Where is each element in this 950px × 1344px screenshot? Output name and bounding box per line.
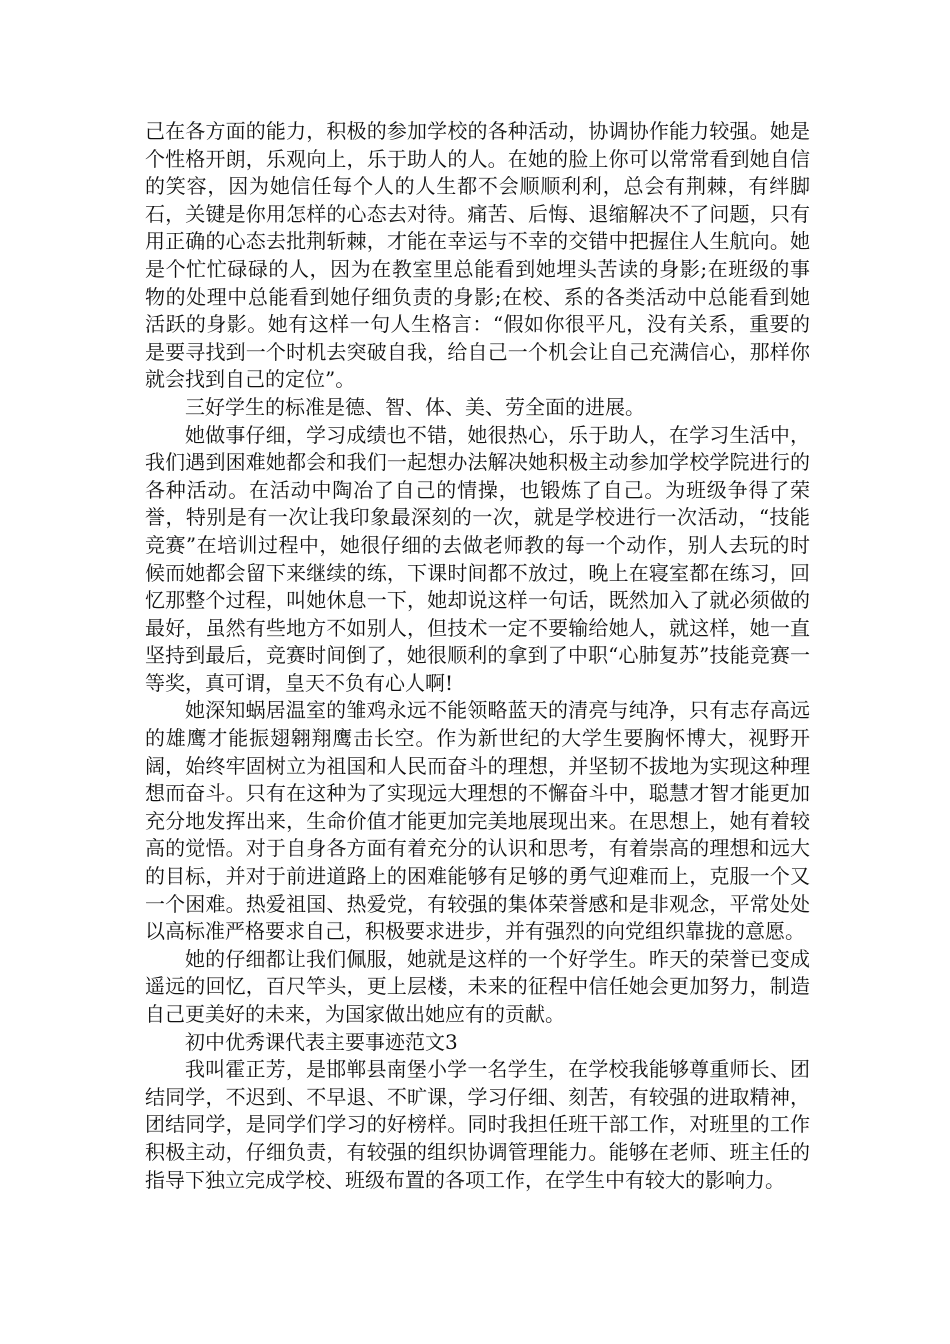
paragraph-closing: 她的仔细都让我们佩服，她就是这样的一个好学生。昨天的荣誉已变成遥远的回忆，百尺竿头，更上层楼，未来的征程中信任她会更加努力，制造自己更美好的未来，为国家做出她应有的贡献。	[145, 946, 810, 1026]
section-heading: 初中优秀课代表主要事迹范文3	[185, 1029, 458, 1054]
paragraph-intro-continued: 己在各方面的能力，积极的参加学校的各种活动，协调协作能力较强。她是个性格开朗，乐观向上，乐于助人的人。在她的脸上你可以常常看到她自信的笑容，因为她信任每个人的人生都不会顺顺利利，总会有荆棘，有绊脚石，关键是你用怎样的心态去对待。痛苦、后悔、退缩解决不了问题，只有用正确的心态去批荆斩棘，才能在幸运与不幸的交错中把握住人生航向。她是个忙忙碌碌的人，因为在教室里总能看到她埋头苦读的身影;在班级的事物的处理中总能看到她仔细负责的身影;在校、系的各类活动中总能看到她活跃的身影。她有这样一句人生格言：“假如你很平凡，没有关系，重要的是要寻找到一个时机去突破自我，给自己一个机会让自己充满信心，那样你就会找到自己的定位”。	[145, 119, 810, 392]
paragraph-standards: 三好学生的标准是德、智、体、美、劳全面的进展。	[185, 394, 645, 419]
paragraph-skills-competition: 她做事仔细，学习成绩也不错，她很热心，乐于助人，在学习生活中，我们遇到困难她都会和我们一起想办法解决她积极主动参加学校学院进行的各种活动。在活动中陶冶了自己的情操，也锻炼了自己。为班级争得了荣誉，特别是有一次让我印象最深刻的一次，就是学校进行一次活动，“技能竞赛”在培训过程中，她很仔细的去做老师教的每一个动作，别人去玩的时候而她都会留下来继续的练，下课时间都不放过，晚上在寝室都在练习，回忆那整个过程，叫她休息一下，她却说这样一句话，既然加入了就必须做的最好，虽然有些地方不如别人，但技术一定不要输给她人，就这样，她一直坚持到最后，竞赛时间倒了，她很顺利的拿到了中职“心肺复苏”技能竞赛一等奖，真可谓，皇天不负有心人啊!	[145, 422, 810, 695]
paragraph-ideals: 她深知蜗居温室的雏鸡永远不能领略蓝天的清亮与纯净，只有志存高远的雄鹰才能振翅翱翔鹰击长空。作为新世纪的大学生要胸怀博大，视野开阔，始终牢固树立为祖国和人民而奋斗的理想，并坚韧不拔地为实现这种理想而奋斗。只有在这种为了实现远大理想的不懈奋斗中，聪慧才智才能更加充分地发挥出来，生命价值才能更加完美地展现出来。在思想上，她有着较高的觉悟。对于自身各方面有着充分的认识和思考，有着崇高的理想和远大的目标，并对于前进道路上的困难能够有足够的勇气迎难而上，克服一个又一个困难。热爱祖国、热爱党，有较强的集体荣誉感和是非观念，平常处处以高标准严格要求自己，积极要求进步，并有强烈的向党组织靠拢的意愿。	[145, 698, 810, 944]
document-page	[145, 118, 810, 1194]
paragraph-example-3: 我叫霍正芳，是邯郸县南堡小学一名学生，在学校我能够尊重师长、团结同学，不迟到、不早退、不旷课，学习仔细、刻苦，有较强的进取精神，团结同学，是同学们学习的好榜样。同时我担任班干部工作，对班里的工作积极主动，仔细负责，有较强的组织协调管理能力。能够在老师、班主任的指导下独立完成学校、班级布置的各项工作，在学生中有较大的影响力。	[145, 1057, 810, 1192]
